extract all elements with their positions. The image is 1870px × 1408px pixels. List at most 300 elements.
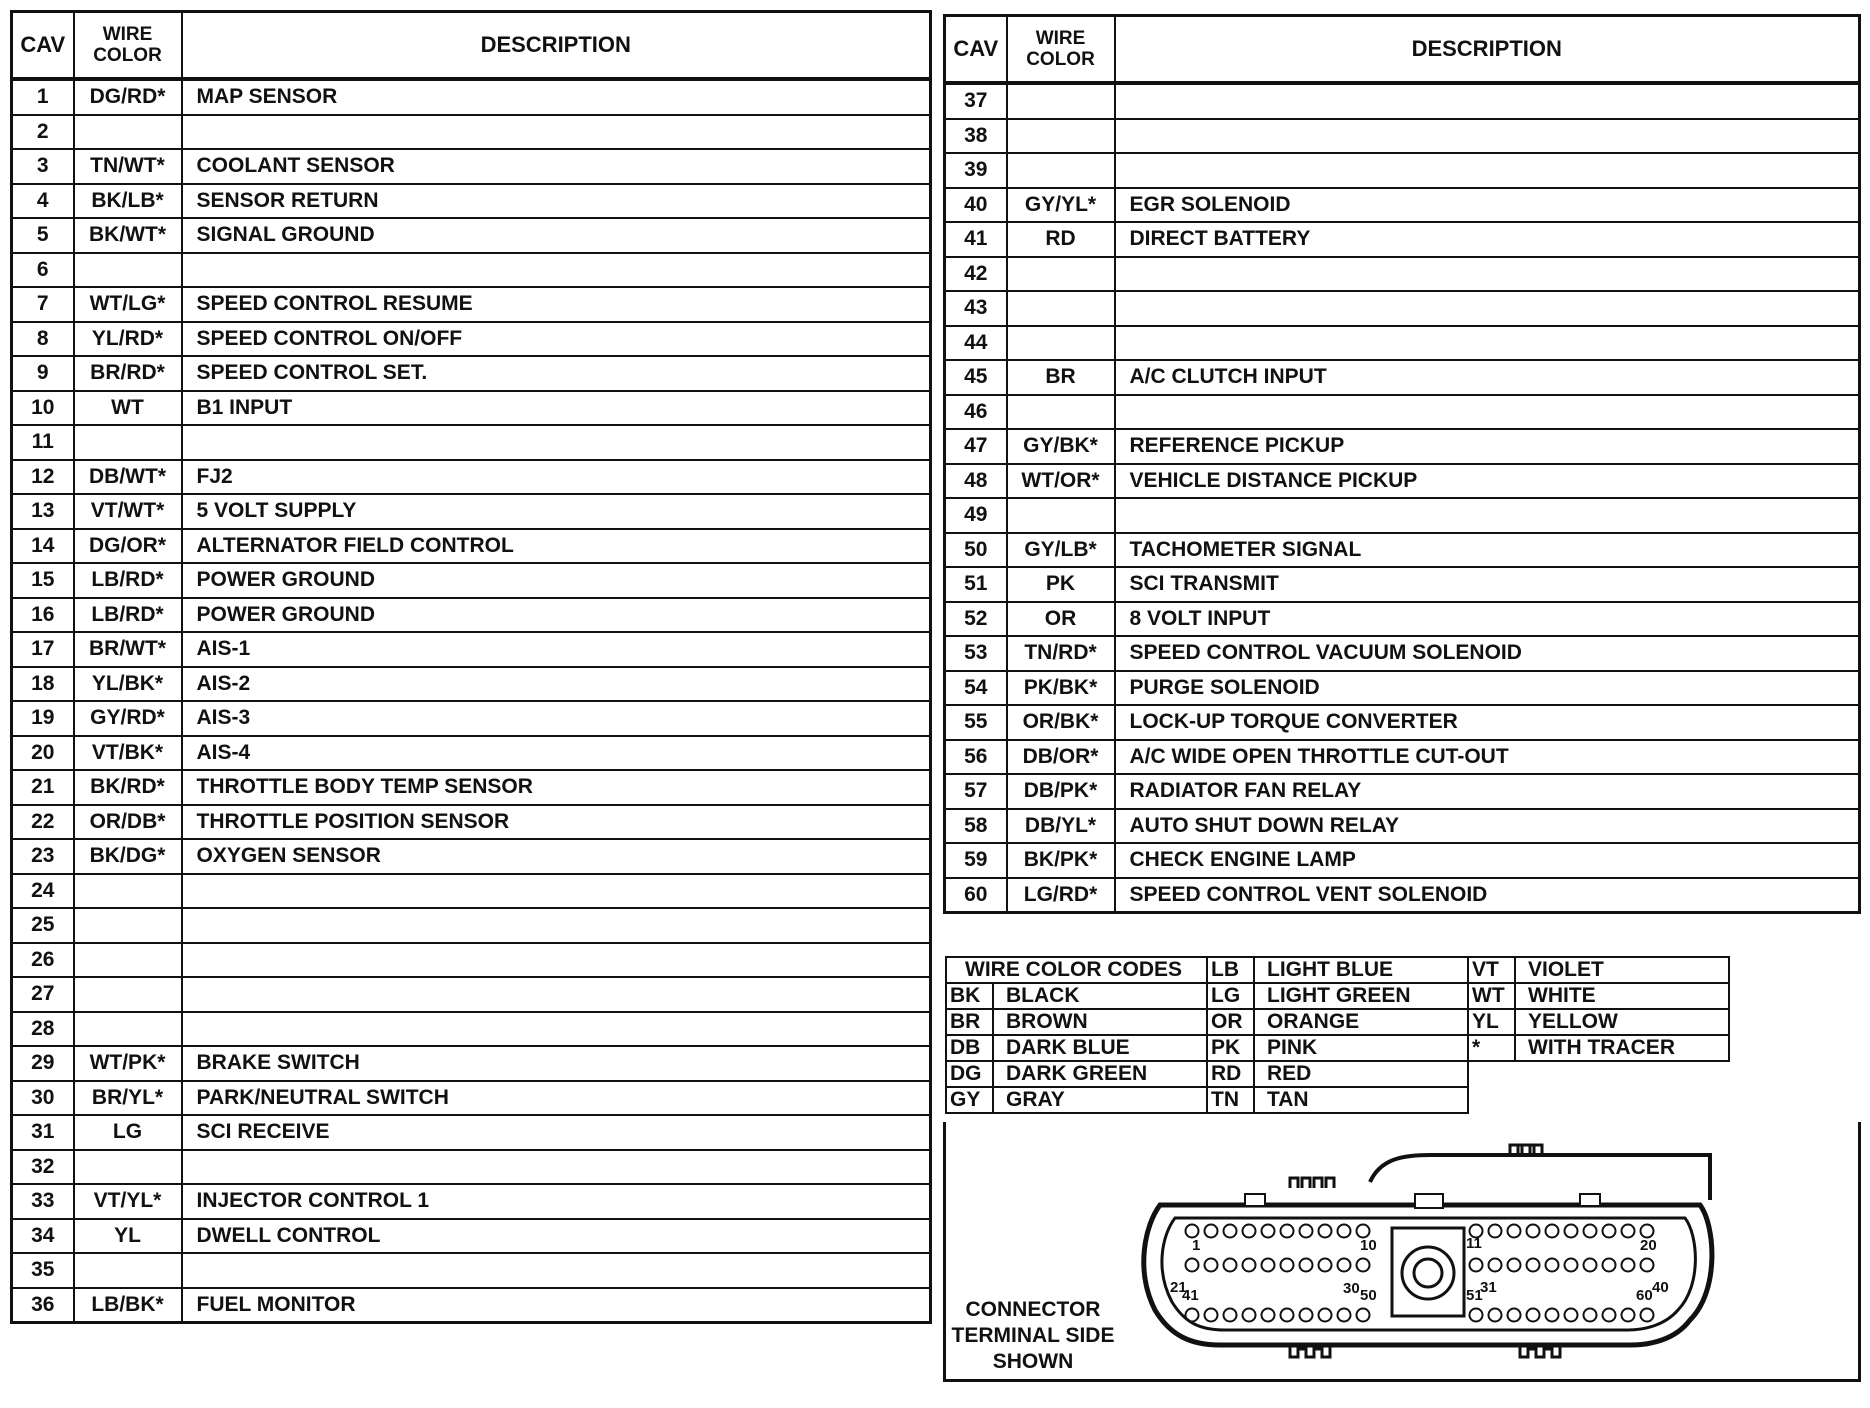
description-cell: ALTERNATOR FIELD CONTROL — [182, 529, 931, 564]
pin-socket — [1584, 1259, 1597, 1272]
cav-cell: 36 — [12, 1288, 74, 1323]
cav-header: CAV — [12, 12, 74, 80]
code-name: BROWN — [993, 1009, 1207, 1035]
wire-color-cell: BK/RD* — [74, 770, 182, 805]
pin-socket — [1565, 1225, 1578, 1238]
pin-socket — [1622, 1225, 1635, 1238]
table-row — [12, 563, 931, 598]
wire-color-cell: YL/RD* — [74, 322, 182, 357]
pin-socket — [1622, 1309, 1635, 1322]
cav-cell: 33 — [12, 1184, 74, 1219]
cav-cell: 52 — [945, 602, 1007, 637]
description-cell: 5 VOLT SUPPLY — [182, 494, 931, 529]
code-abbrev: DG — [946, 1061, 993, 1087]
description-cell: VEHICLE DISTANCE PICKUP — [1115, 464, 1860, 499]
table-row — [12, 253, 931, 288]
code-name: YELLOW — [1515, 1009, 1729, 1035]
pin-socket — [1489, 1259, 1502, 1272]
right-pin-table — [943, 14, 1861, 914]
wire-color-cell: DB/WT* — [74, 460, 182, 495]
table-row — [945, 291, 1860, 326]
pin-socket — [1205, 1225, 1218, 1238]
pin-socket — [1186, 1225, 1199, 1238]
table-row — [945, 326, 1860, 361]
description-cell: DWELL CONTROL — [182, 1219, 931, 1254]
pin-socket — [1281, 1309, 1294, 1322]
table-row — [12, 79, 931, 115]
table-row — [12, 770, 931, 805]
code-name: LIGHT BLUE — [1254, 957, 1468, 983]
connector-diagram — [1130, 1130, 1730, 1380]
table-row — [945, 567, 1860, 602]
cav-cell: 54 — [945, 671, 1007, 706]
cav-header: CAV — [945, 16, 1007, 84]
wire-color-cell — [1007, 83, 1115, 119]
wire-color-cell: GY/YL* — [1007, 188, 1115, 223]
wire-color-cell — [1007, 395, 1115, 430]
cav-cell: 39 — [945, 153, 1007, 188]
cav-cell: 14 — [12, 529, 74, 564]
pin-socket — [1300, 1225, 1313, 1238]
cav-cell: 51 — [945, 567, 1007, 602]
cav-cell: 35 — [12, 1253, 74, 1288]
cav-cell: 5 — [12, 218, 74, 253]
table-row — [12, 218, 931, 253]
wire-color-cell: BR/YL* — [74, 1081, 182, 1116]
wire-color-header-text: WIRE COLOR — [93, 24, 162, 66]
cav-cell: 49 — [945, 498, 1007, 533]
description-cell: THROTTLE POSITION SENSOR — [182, 805, 931, 840]
description-cell: DIRECT BATTERY — [1115, 222, 1860, 257]
table-row — [945, 636, 1860, 671]
table-row — [12, 184, 931, 219]
table-row — [945, 878, 1860, 913]
wire-color-cell: BK/LB* — [74, 184, 182, 219]
pin-socket — [1603, 1225, 1616, 1238]
description-cell — [182, 908, 931, 943]
wire-color-cell: LB/BK* — [74, 1288, 182, 1323]
cav-cell: 47 — [945, 429, 1007, 464]
table-row — [12, 494, 931, 529]
code-abbrev: GY — [946, 1087, 993, 1113]
pin-socket — [1357, 1259, 1370, 1272]
description-cell: A/C CLUTCH INPUT — [1115, 360, 1860, 395]
description-cell: AIS-3 — [182, 701, 931, 736]
description-cell: BRAKE SWITCH — [182, 1046, 931, 1081]
description-cell: SCI RECEIVE — [182, 1115, 931, 1150]
description-cell: MAP SENSOR — [182, 79, 931, 115]
cav-cell: 25 — [12, 908, 74, 943]
pin-socket — [1470, 1309, 1483, 1322]
cav-cell: 34 — [12, 1219, 74, 1254]
cav-cell: 24 — [12, 874, 74, 909]
cav-cell: 19 — [12, 701, 74, 736]
cav-cell: 9 — [12, 356, 74, 391]
pin-socket — [1470, 1259, 1483, 1272]
cav-cell: 18 — [12, 667, 74, 702]
pin-socket — [1527, 1309, 1540, 1322]
description-cell — [182, 115, 931, 150]
table-row — [945, 395, 1860, 430]
description-cell: REFERENCE PICKUP — [1115, 429, 1860, 464]
pin-socket — [1584, 1225, 1597, 1238]
code-abbrev: VT — [1468, 957, 1515, 983]
wire-color-header-text: WIRE COLOR — [1026, 28, 1095, 70]
connector-caption-line: SHOWN — [992, 1350, 1074, 1373]
pin-socket — [1546, 1259, 1559, 1272]
cav-cell: 10 — [12, 391, 74, 426]
pin-socket — [1186, 1309, 1199, 1322]
wire-color-cell — [1007, 119, 1115, 154]
description-cell — [182, 425, 931, 460]
pin-socket — [1357, 1309, 1370, 1322]
description-cell: COOLANT SENSOR — [182, 149, 931, 184]
wire-color-cell: LG — [74, 1115, 182, 1150]
cav-cell: 23 — [12, 839, 74, 874]
wire-color-cell: RD — [1007, 222, 1115, 257]
description-cell: AIS-1 — [182, 632, 931, 667]
pin-socket — [1489, 1309, 1502, 1322]
pin-socket — [1565, 1309, 1578, 1322]
cav-cell: 16 — [12, 598, 74, 633]
wire-color-cell: WT/OR* — [1007, 464, 1115, 499]
description-cell: PARK/NEUTRAL SWITCH — [182, 1081, 931, 1116]
table-row — [12, 839, 931, 874]
description-cell — [1115, 257, 1860, 292]
description-cell — [182, 874, 931, 909]
table-row — [945, 705, 1860, 740]
pin-socket — [1243, 1309, 1256, 1322]
wire-color-cell: LB/RD* — [74, 598, 182, 633]
wire-color-cell: GY/LB* — [1007, 533, 1115, 568]
wire-color-cell — [74, 874, 182, 909]
pin-socket — [1338, 1225, 1351, 1238]
pin-socket — [1205, 1309, 1218, 1322]
description-cell: AIS-4 — [182, 736, 931, 771]
wire-color-cell: OR/BK* — [1007, 705, 1115, 740]
description-header: DESCRIPTION — [1115, 16, 1860, 84]
cav-cell: 7 — [12, 287, 74, 322]
cav-cell: 4 — [12, 184, 74, 219]
table-header-row — [12, 12, 931, 80]
pin-socket — [1224, 1309, 1237, 1322]
description-cell: SPEED CONTROL ON/OFF — [182, 322, 931, 357]
wire-color-cell: TN/WT* — [74, 149, 182, 184]
description-cell: POWER GROUND — [182, 598, 931, 633]
cav-cell: 1 — [12, 79, 74, 115]
wire-color-cell: OR — [1007, 602, 1115, 637]
cav-cell: 46 — [945, 395, 1007, 430]
cav-cell: 44 — [945, 326, 1007, 361]
wire-color-cell: WT/PK* — [74, 1046, 182, 1081]
table-row — [12, 425, 931, 460]
wire-color-cell — [74, 943, 182, 978]
table-row — [12, 736, 931, 771]
wire-color-cell: GY/RD* — [74, 701, 182, 736]
pin-label: 10 — [1360, 1237, 1377, 1254]
description-cell: FJ2 — [182, 460, 931, 495]
wire-color-codes-legend — [945, 956, 1730, 1114]
code-name: WITH TRACER — [1515, 1035, 1729, 1061]
description-cell — [1115, 498, 1860, 533]
description-cell — [1115, 119, 1860, 154]
pin-socket — [1243, 1259, 1256, 1272]
description-cell — [1115, 83, 1860, 119]
cav-cell: 32 — [12, 1150, 74, 1185]
cav-cell: 60 — [945, 878, 1007, 913]
cav-cell: 21 — [12, 770, 74, 805]
description-cell — [182, 253, 931, 288]
table-row — [12, 460, 931, 495]
cav-cell: 37 — [945, 83, 1007, 119]
cav-cell: 30 — [12, 1081, 74, 1116]
table-row — [12, 1253, 931, 1288]
pin-socket — [1319, 1225, 1332, 1238]
description-cell: SCI TRANSMIT — [1115, 567, 1860, 602]
description-cell: CHECK ENGINE LAMP — [1115, 843, 1860, 878]
cav-cell: 28 — [12, 1012, 74, 1047]
table-row — [945, 153, 1860, 188]
table-row — [12, 1150, 931, 1185]
wire-color-cell: PK/BK* — [1007, 671, 1115, 706]
wire-color-cell — [1007, 153, 1115, 188]
wire-color-cell: DG/OR* — [74, 529, 182, 564]
shell-tab — [1415, 1194, 1443, 1208]
pin-socket — [1319, 1309, 1332, 1322]
table-header-row — [945, 16, 1860, 84]
cav-cell: 50 — [945, 533, 1007, 568]
cav-cell: 40 — [945, 188, 1007, 223]
table-row — [12, 322, 931, 357]
code-name: PINK — [1254, 1035, 1468, 1061]
wire-color-cell — [74, 425, 182, 460]
description-cell — [1115, 291, 1860, 326]
wire-color-cell: VT/WT* — [74, 494, 182, 529]
wire-color-cell: DB/OR* — [1007, 740, 1115, 775]
table-row — [945, 602, 1860, 637]
pin-label: 50 — [1360, 1287, 1377, 1304]
wire-color-cell: VT/YL* — [74, 1184, 182, 1219]
pin-socket — [1205, 1259, 1218, 1272]
description-cell: OXYGEN SENSOR — [182, 839, 931, 874]
description-cell: POWER GROUND — [182, 563, 931, 598]
table-row — [12, 1115, 931, 1150]
pin-socket — [1527, 1259, 1540, 1272]
code-abbrev: OR — [1207, 1009, 1254, 1035]
code-abbrev: BR — [946, 1009, 993, 1035]
code-abbrev: LB — [1207, 957, 1254, 983]
description-cell: SPEED CONTROL RESUME — [182, 287, 931, 322]
code-abbrev: PK — [1207, 1035, 1254, 1061]
description-cell — [1115, 153, 1860, 188]
pin-socket — [1508, 1225, 1521, 1238]
description-cell: AIS-2 — [182, 667, 931, 702]
code-name: DARK GREEN — [993, 1061, 1207, 1087]
wire-codes-title: WIRE COLOR CODES — [946, 957, 1207, 983]
wire-color-cell: DG/RD* — [74, 79, 182, 115]
left-pin-table — [10, 10, 932, 1324]
table-row — [12, 1046, 931, 1081]
cav-cell: 3 — [12, 149, 74, 184]
description-cell — [182, 1012, 931, 1047]
table-row — [945, 119, 1860, 154]
pin-label: 21 — [1170, 1279, 1187, 1296]
description-cell: AUTO SHUT DOWN RELAY — [1115, 809, 1860, 844]
table-row — [12, 1184, 931, 1219]
table-row — [12, 356, 931, 391]
wire-color-cell: BR/WT* — [74, 632, 182, 667]
pin-label: 31 — [1480, 1279, 1497, 1296]
wire-color-cell — [74, 1012, 182, 1047]
table-row — [945, 809, 1860, 844]
cav-cell: 27 — [12, 977, 74, 1012]
pin-socket — [1584, 1309, 1597, 1322]
cav-cell: 58 — [945, 809, 1007, 844]
wire-color-cell: VT/BK* — [74, 736, 182, 771]
cav-cell: 48 — [945, 464, 1007, 499]
description-cell — [1115, 326, 1860, 361]
pin-socket — [1603, 1259, 1616, 1272]
pin-socket — [1641, 1259, 1654, 1272]
pin-label: 40 — [1652, 1279, 1669, 1296]
pin-socket — [1281, 1225, 1294, 1238]
code-name: WHITE — [1515, 983, 1729, 1009]
wire-color-cell: LB/RD* — [74, 563, 182, 598]
wire-color-cell: GY/BK* — [1007, 429, 1115, 464]
wire-color-cell — [1007, 326, 1115, 361]
cav-cell: 8 — [12, 322, 74, 357]
pin-socket — [1527, 1225, 1540, 1238]
wire-color-cell: OR/DB* — [74, 805, 182, 840]
table-row — [12, 115, 931, 150]
code-name: VIOLET — [1515, 957, 1729, 983]
table-row — [12, 632, 931, 667]
description-cell — [182, 1150, 931, 1185]
connector-caption — [948, 1297, 1118, 1375]
cav-cell: 43 — [945, 291, 1007, 326]
description-cell: LOCK-UP TORQUE CONVERTER — [1115, 705, 1860, 740]
wire-color-cell: LG/RD* — [1007, 878, 1115, 913]
cav-cell: 55 — [945, 705, 1007, 740]
pin-label: 20 — [1640, 1237, 1657, 1254]
table-row — [945, 498, 1860, 533]
pin-socket — [1300, 1259, 1313, 1272]
description-cell: INJECTOR CONTROL 1 — [182, 1184, 931, 1219]
cav-cell: 12 — [12, 460, 74, 495]
pin-socket — [1565, 1259, 1578, 1272]
description-cell — [182, 943, 931, 978]
table-row — [12, 391, 931, 426]
wire-color-cell — [74, 1150, 182, 1185]
table-row — [12, 701, 931, 736]
description-cell — [182, 1253, 931, 1288]
pin-socket — [1186, 1259, 1199, 1272]
wire-color-cell: BK/DG* — [74, 839, 182, 874]
code-name: LIGHT GREEN — [1254, 983, 1468, 1009]
table-row — [12, 977, 931, 1012]
pin-socket — [1641, 1225, 1654, 1238]
description-cell — [1115, 395, 1860, 430]
cav-cell: 53 — [945, 636, 1007, 671]
table-row — [12, 598, 931, 633]
description-header: DESCRIPTION — [182, 12, 931, 80]
description-cell: 8 VOLT INPUT — [1115, 602, 1860, 637]
wire-color-cell: BR — [1007, 360, 1115, 395]
wire-color-cell — [74, 253, 182, 288]
code-name: GRAY — [993, 1087, 1207, 1113]
description-cell: RADIATOR FAN RELAY — [1115, 774, 1860, 809]
wire-color-header — [74, 12, 182, 80]
description-cell: SPEED CONTROL VENT SOLENOID — [1115, 878, 1860, 913]
wire-color-cell: BK/PK* — [1007, 843, 1115, 878]
cav-cell: 11 — [12, 425, 74, 460]
table-row — [945, 740, 1860, 775]
pin-label: 41 — [1182, 1287, 1199, 1304]
table-row — [12, 667, 931, 702]
cav-cell: 6 — [12, 253, 74, 288]
pin-socket — [1357, 1225, 1370, 1238]
wire-color-cell: WT — [74, 391, 182, 426]
table-row — [945, 671, 1860, 706]
cav-cell: 26 — [12, 943, 74, 978]
description-cell: THROTTLE BODY TEMP SENSOR — [182, 770, 931, 805]
description-cell: SPEED CONTROL VACUUM SOLENOID — [1115, 636, 1860, 671]
cav-cell: 42 — [945, 257, 1007, 292]
cav-cell: 56 — [945, 740, 1007, 775]
description-cell: EGR SOLENOID — [1115, 188, 1860, 223]
code-abbrev: TN — [1207, 1087, 1254, 1113]
pin-socket — [1603, 1309, 1616, 1322]
connector-caption-line: TERMINAL SIDE — [951, 1324, 1115, 1347]
table-row — [945, 533, 1860, 568]
code-abbrev: RD — [1207, 1061, 1254, 1087]
pin-socket — [1243, 1225, 1256, 1238]
description-cell: SENSOR RETURN — [182, 184, 931, 219]
description-cell — [182, 977, 931, 1012]
code-abbrev: * — [1468, 1035, 1515, 1061]
table-row — [12, 943, 931, 978]
cav-cell: 17 — [12, 632, 74, 667]
table-row — [12, 1219, 931, 1254]
description-cell: SPEED CONTROL SET. — [182, 356, 931, 391]
cav-cell: 41 — [945, 222, 1007, 257]
description-cell: FUEL MONITOR — [182, 1288, 931, 1323]
code-abbrev: BK — [946, 983, 993, 1009]
pin-socket — [1300, 1309, 1313, 1322]
code-abbrev: DB — [946, 1035, 993, 1061]
pin-label: 11 — [1466, 1235, 1482, 1252]
table-row — [945, 843, 1860, 878]
code-name: DARK BLUE — [993, 1035, 1207, 1061]
wire-color-cell — [1007, 291, 1115, 326]
table-row — [945, 429, 1860, 464]
pin-socket — [1319, 1259, 1332, 1272]
pin-socket — [1262, 1225, 1275, 1238]
wire-color-cell — [74, 977, 182, 1012]
pin-socket — [1546, 1225, 1559, 1238]
wire-color-cell: YL — [74, 1219, 182, 1254]
pin-socket — [1262, 1309, 1275, 1322]
code-name: ORANGE — [1254, 1009, 1468, 1035]
table-row — [12, 908, 931, 943]
pin-socket — [1508, 1259, 1521, 1272]
wire-color-cell: DB/PK* — [1007, 774, 1115, 809]
wire-color-cell — [74, 1253, 182, 1288]
cav-cell: 13 — [12, 494, 74, 529]
pin-socket — [1281, 1259, 1294, 1272]
wire-color-cell: PK — [1007, 567, 1115, 602]
description-cell: PURGE SOLENOID — [1115, 671, 1860, 706]
